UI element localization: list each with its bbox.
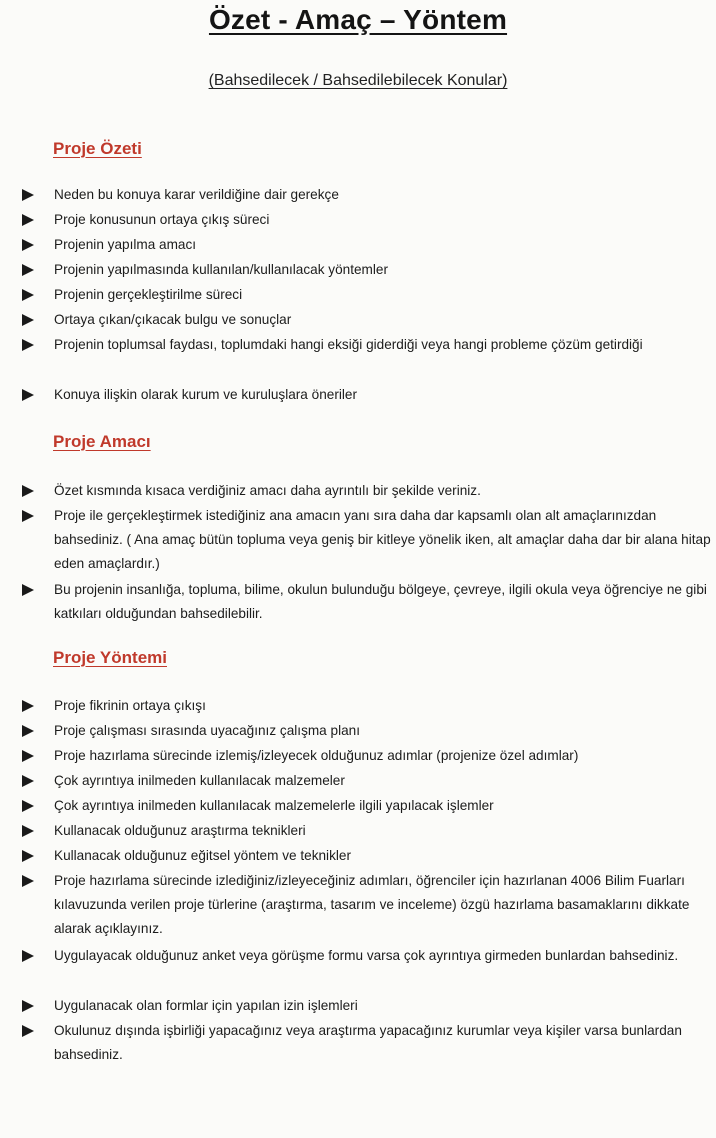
list-item: Proje ile gerçekleştirmek istediğiniz ana amacın yanı sıra daha dar kapsamlı olan alt amaçlarınızdan bahsediniz. ( Ana amaç bütün topluma veya geniş bir kitleye yönelik iken, alt amaçlar daha dar bir alana hitap eden amaçlardır.) bbox=[0, 504, 716, 578]
list-item: Projenin gerçekleştirilme süreci bbox=[0, 283, 716, 308]
list-item: Konuya ilişkin olarak kurum ve kuruluşlara öneriler bbox=[0, 383, 716, 408]
arrow-bullet-icon bbox=[22, 289, 34, 301]
list-item: Çok ayrıntıya inilmeden kullanılacak malzemelerle ilgili yapılacak işlemler bbox=[0, 794, 716, 819]
list-item: Uygulanacak olan formlar için yapılan izin işlemleri bbox=[0, 994, 716, 1019]
list-item: Projenin yapılmasında kullanılan/kullanılacak yöntemler bbox=[0, 258, 716, 283]
page-subtitle: (Bahsedilecek / Bahsedilebilecek Konular) bbox=[208, 72, 508, 89]
arrow-bullet-icon bbox=[22, 389, 34, 401]
arrow-bullet-icon bbox=[22, 314, 34, 326]
section-heading: Proje Yöntemi bbox=[53, 648, 167, 667]
list-item: Kullanacak olduğunuz eğitsel yöntem ve teknikler bbox=[0, 844, 716, 869]
arrow-bullet-icon bbox=[22, 825, 34, 837]
list-item: Ortaya çıkan/çıkacak bulgu ve sonuçlar bbox=[0, 308, 716, 333]
arrow-bullet-icon bbox=[22, 189, 34, 201]
list-item: Uygulayacak olduğunuz anket veya görüşme formu varsa çok ayrıntıya girmeden bunlardan bahsediniz. bbox=[0, 944, 716, 994]
arrow-bullet-icon bbox=[22, 850, 34, 862]
arrow-bullet-icon bbox=[22, 750, 34, 762]
arrow-bullet-icon bbox=[22, 239, 34, 251]
arrow-bullet-icon bbox=[22, 264, 34, 276]
list-item: Proje çalışması sırasında uyacağınız çalışma planı bbox=[0, 719, 716, 744]
arrow-bullet-icon bbox=[22, 800, 34, 812]
list-item: Özet kısmında kısaca verdiğiniz amacı daha ayrıntılı bir şekilde veriniz. bbox=[0, 479, 716, 504]
section-proje-amaci bbox=[0, 432, 716, 628]
arrow-bullet-icon bbox=[22, 950, 34, 962]
list-item: Okulunuz dışında işbirliği yapacağınız veya araştırma yapacağınız kurumlar veya kişiler varsa bunlardan bahsediniz. bbox=[0, 1019, 716, 1069]
arrow-bullet-icon bbox=[22, 510, 34, 522]
list-item: Bu projenin insanlığa, topluma, bilime, okulun bulunduğu bölgeye, çevreye, ilgili okula veya öğrenciye ne gibi katkıları olduğundan bahsedilebilir. bbox=[0, 578, 716, 628]
section-proje-ozeti bbox=[0, 139, 716, 408]
section-proje-yontemi bbox=[0, 648, 716, 1069]
list-item: Neden bu konuya karar verildiğine dair gerekçe bbox=[0, 183, 716, 208]
section-heading: Proje Amacı bbox=[53, 432, 151, 451]
page-title: Özet - Amaç – Yöntem bbox=[208, 4, 508, 35]
list-item: Proje hazırlama sürecinde izlemiş/izleyecek olduğunuz adımlar (projenize özel adımlar) bbox=[0, 744, 716, 769]
list-item: Çok ayrıntıya inilmeden kullanılacak malzemeler bbox=[0, 769, 716, 794]
bullet-list bbox=[0, 183, 716, 408]
arrow-bullet-icon bbox=[22, 214, 34, 226]
arrow-bullet-icon bbox=[22, 725, 34, 737]
bullet-list bbox=[0, 694, 716, 1069]
list-item: Proje hazırlama sürecinde izlediğiniz/izleyeceğiniz adımları, öğrenciler için hazırlanan 4006 Bilim Fuarları kılavuzunda verilen proje türlerine (araştırma, tasarım ve inceleme) özgü hazırlama basamaklarını dikkate alarak açıklayınız. bbox=[0, 869, 716, 944]
arrow-bullet-icon bbox=[22, 485, 34, 497]
arrow-bullet-icon bbox=[22, 775, 34, 787]
list-item: Kullanacak olduğunuz araştırma teknikleri bbox=[0, 819, 716, 844]
section-heading: Proje Özeti bbox=[53, 139, 142, 158]
list-item: Proje konusunun ortaya çıkış süreci bbox=[0, 208, 716, 233]
arrow-bullet-icon bbox=[22, 875, 34, 887]
list-item: Projenin yapılma amacı bbox=[0, 233, 716, 258]
arrow-bullet-icon bbox=[22, 1000, 34, 1012]
arrow-bullet-icon bbox=[22, 1025, 34, 1037]
list-item: Projenin toplumsal faydası, toplumdaki hangi eksiği giderdiği veya hangi probleme çözüm getirdiği bbox=[0, 333, 710, 383]
list-item: Proje fikrinin ortaya çıkışı bbox=[0, 694, 716, 719]
arrow-bullet-icon bbox=[22, 339, 34, 351]
arrow-bullet-icon bbox=[22, 584, 34, 596]
arrow-bullet-icon bbox=[22, 700, 34, 712]
bullet-list bbox=[0, 479, 716, 628]
